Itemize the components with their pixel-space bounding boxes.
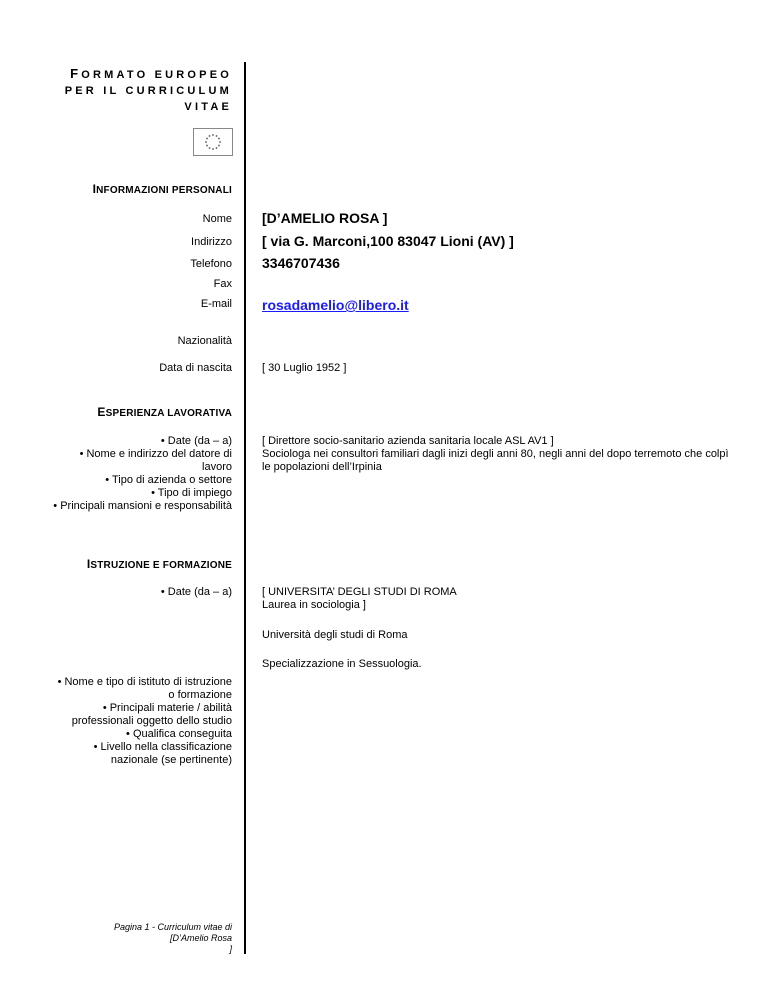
education-line-3: Università degli studi di Roma [262,629,408,641]
eu-flag-icon [193,128,233,156]
value-nome: [D’AMELIO ROSA ] [262,210,388,226]
label-telefono: Telefono [190,258,232,270]
document-title: FORMATO EUROPEO PER IL CURRICULUM VITAE [64,66,232,113]
experience-labels: • Date (da – a) • Nome e indirizzo del datore di lavoro • Tipo di azienda o settore • Tipo di impiego • Principali mansioni e responsabilità [53,435,232,512]
value-telefono: 3346707436 [262,255,340,271]
label-email: E-mail [200,298,232,310]
education-labels: • Nome e tipo di istituto di istruzione o formazione • Principali materie / abilità professionali oggetto dello studio • Qualifica conseguita • Livello nella classificazione nazionale (se pertinente) [57,676,232,766]
experience-description: [ Direttore socio-sanitario azienda sanitaria locale ASL AV1 ] Sociologa nei consultori familiari dagli inizi degli anni 80, negli anni del dopo terremoto che colpì le popolazioni dell’Irpinia [262,435,729,473]
email-link[interactable]: rosadamelio@libero.it [262,297,409,313]
page-footer: Pagina 1 - Curriculum vitae di [D’Amelio Rosa ] [113,922,232,954]
vertical-divider [244,62,246,954]
label-nome: Nome [202,213,232,225]
value-indirizzo: [ via G. Marconi,100 83047 Lioni (AV) ] [262,233,514,249]
education-line-4: Specializzazione in Sessuologia. [262,658,422,670]
education-line-2: Laurea in sociologia ] [262,599,366,611]
section-education: ISTRUZIONE E FORMAZIONE [86,557,232,571]
label-nazionalita: Nazionalità [177,335,232,347]
label-data-nascita: Data di nascita [159,362,232,374]
education-line-1: [ UNIVERSITA’ DEGLI STUDI DI ROMA [262,586,457,598]
education-date-label: • Date (da – a) [160,586,232,598]
value-data-nascita: [ 30 Luglio 1952 ] [262,362,347,374]
label-indirizzo: Indirizzo [191,236,232,248]
label-fax: Fax [213,278,232,290]
section-personal-info: INFORMAZIONI PERSONALI [92,182,232,196]
section-experience: ESPERIENZA LAVORATIVA [97,405,232,419]
